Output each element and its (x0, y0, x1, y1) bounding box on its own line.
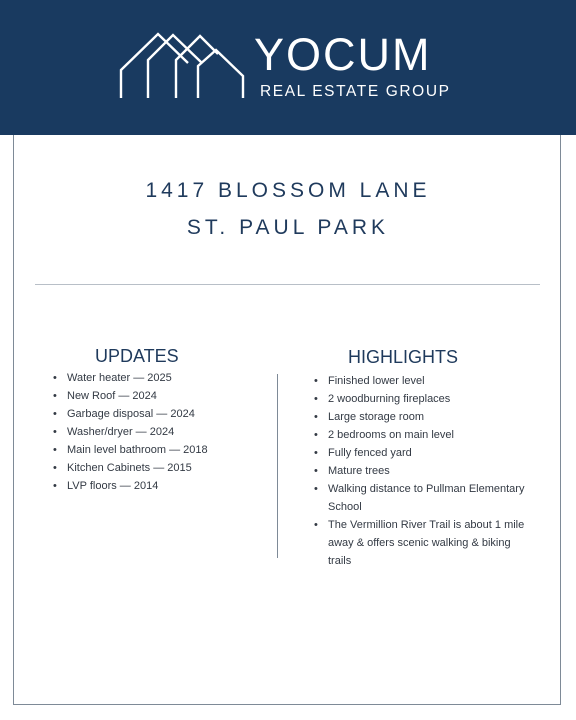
header-banner (0, 0, 576, 135)
highlights-list (314, 372, 536, 570)
list-item: • 2 woodburning fireplaces (314, 390, 536, 408)
list-item: • New Roof — 2024 (53, 387, 263, 405)
list-item: • The Vermillion River Trail is about 1 mile away & offers scenic walking & biking trails (314, 516, 536, 570)
list-item: • Garbage disposal — 2024 (53, 405, 263, 423)
horizontal-divider (35, 284, 540, 285)
brand-name: YOCUM (254, 29, 432, 80)
list-item: • Walking distance to Pullman Elementary School (314, 480, 536, 516)
list-item: • Large storage room (314, 408, 536, 426)
list-item: • Fully fenced yard (314, 444, 536, 462)
address-line-1: 1417 BLOSSOM LANE (145, 179, 431, 202)
highlights-title: HIGHLIGHTS (348, 347, 459, 367)
list-item: • Washer/dryer — 2024 (53, 423, 263, 441)
column-divider (277, 374, 278, 558)
list-item: • Kitchen Cabinets — 2015 (53, 459, 263, 477)
list-item: • Finished lower level (314, 372, 536, 390)
list-item: • Water heater — 2025 (53, 369, 263, 387)
list-item: • Mature trees (314, 462, 536, 480)
address-line-2: ST. PAUL PARK (186, 216, 390, 239)
updates-title: UPDATES (95, 346, 179, 366)
list-item: • 2 bedrooms on main level (314, 426, 536, 444)
updates-list (53, 369, 263, 495)
houses-logo-icon (118, 30, 246, 100)
brand-tagline: REAL ESTATE GROUP (260, 83, 451, 100)
list-item: • LVP floors — 2014 (53, 477, 263, 495)
list-item: • Main level bathroom — 2018 (53, 441, 263, 459)
